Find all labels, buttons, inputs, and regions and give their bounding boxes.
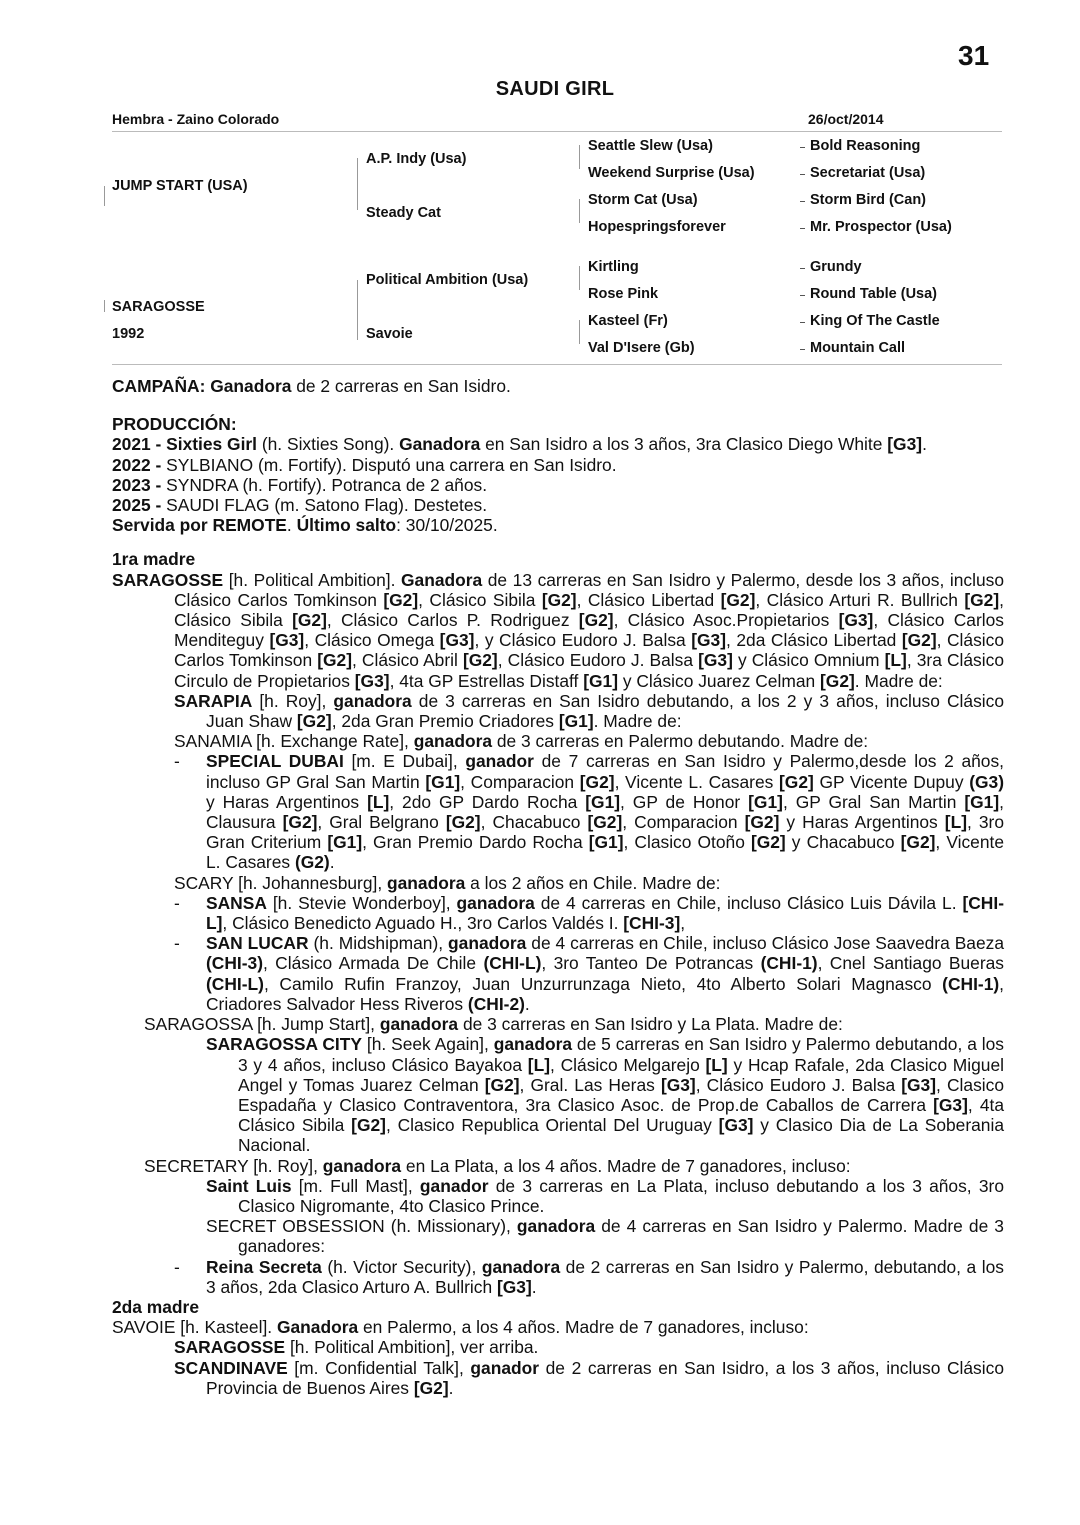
text-run: y Clásico Omnium	[732, 650, 885, 671]
bold-run: [G2]	[317, 650, 353, 671]
text-run: de 3 carreras en Palermo debutando. Madre de:	[492, 731, 869, 752]
bold-run: (CHI-3)	[206, 953, 263, 974]
bold-run: ganadora	[481, 1256, 561, 1277]
bold-run: [G2]	[779, 771, 814, 792]
bold-run: SAN LUCAR	[206, 933, 309, 954]
pedigree-g3-6: Rose Pink	[588, 286, 659, 302]
ped-bracket	[579, 320, 580, 344]
bold-run: [G1]	[425, 771, 461, 792]
bold-run: [G1]	[588, 832, 624, 853]
text-run: y Clasico Dia de La Soberania Nacional.	[238, 1115, 1005, 1156]
bold-run: [CHI-L]	[206, 892, 1004, 934]
bold-run: [G3]	[269, 630, 305, 651]
text-run: GP Vicente Dupuy	[813, 771, 970, 792]
pedigree-g4-6: Round Table (Usa)	[810, 286, 938, 302]
text-run: de 3 carreras en San Isidro debutando, a los 2 y 3 años, incluso Clásico Juan Shaw	[206, 690, 1005, 732]
bold-run: SARAGOSSE	[112, 569, 224, 590]
text-run: , Clásico Eudoro J. Balsa	[695, 1074, 902, 1095]
bold-run: SARAGOSSA CITY	[206, 1034, 362, 1055]
spacer	[112, 396, 1004, 414]
bold-run: [G3]	[887, 434, 923, 455]
bold-run: ganador	[465, 751, 534, 772]
bold-run: [G2]	[445, 812, 481, 833]
bold-run: ganadora	[333, 690, 412, 711]
ped-dash	[800, 147, 805, 148]
text-run: , 2do GP Dardo Rocha	[389, 791, 586, 812]
bold-run: [G3]	[354, 670, 390, 691]
bold-run: [L]	[527, 1054, 550, 1075]
production-year: 2021 -	[112, 434, 167, 455]
production-heading: PRODUCCIÓN:	[112, 414, 237, 435]
text-run: Servida por	[112, 515, 213, 536]
bold-run: Saint Luis	[206, 1175, 292, 1196]
pedigree-g3-2: Weekend Surprise (Usa)	[588, 165, 755, 181]
text-run: SYNDRA (h. Fortify). Potranca de 2 años.	[166, 474, 488, 495]
sex-color: Hembra - Zaino Colorado	[112, 111, 280, 127]
bold-run: [G2]	[901, 630, 937, 651]
ped-bracket	[357, 280, 358, 340]
bold-run: Reina Secreta	[206, 1256, 322, 1277]
bold-run: [G2]	[484, 1074, 520, 1095]
pedigree-g2-4: Savoie	[366, 326, 413, 342]
bold-run: ganador	[419, 1175, 489, 1196]
bold-run: [G3]	[698, 650, 733, 671]
pedigree-g4-8: Mountain Call	[810, 340, 906, 356]
production-entry	[112, 475, 1004, 495]
pedigree-g4-4: Mr. Prospector (Usa)	[810, 219, 952, 235]
bold-run: [G2]	[351, 1115, 386, 1136]
pedigree-paragraph	[112, 1156, 1004, 1176]
served-line	[112, 515, 1004, 535]
text-run: , Clásico Omega	[304, 630, 440, 651]
text-run: , 3ra Clásico Circulo de Propietarios	[174, 650, 1004, 691]
text-run: , Chacabuco	[480, 812, 588, 833]
ped-dash	[800, 349, 805, 350]
text-run: de 4 carreras en Chile, incluso Clásico Luis Dávila L.	[534, 892, 963, 913]
page-number: 31	[958, 40, 990, 71]
ped-bracket	[579, 199, 580, 223]
text-run: (h. Midshipman),	[308, 933, 449, 954]
pedigree-paragraph	[112, 691, 1004, 731]
bold-run: [G3]	[718, 1115, 754, 1136]
text-run: , Clásico Armada De Chile	[263, 953, 484, 974]
bold-run: [L]	[884, 650, 907, 671]
bold-run: [G1]	[748, 791, 783, 812]
pedigree-dam: SARAGOSSE	[112, 299, 205, 315]
text-run: [m. Full Mast],	[291, 1175, 420, 1196]
dash-bullet: -	[174, 1256, 180, 1277]
bold-run: [G1]	[558, 711, 594, 732]
bold-run: [G2]	[383, 589, 419, 610]
text-run: , Camilo Rufin Franzoy, Juan Unzurrunzaga Nieto, 4to Alberto Solari Magnasco	[263, 973, 943, 994]
text-run: en La Plata, a los 4 años. Madre de 7 ganadores, incluso:	[401, 1155, 851, 1176]
pedigree-g3-4: Hopespringsforever	[588, 219, 726, 235]
text-run: , 4ta GP Estrellas Distaff	[389, 670, 584, 691]
bold-run: [G2]	[578, 610, 614, 631]
text-run: de 3 carreras en San Isidro y La Plata. Madre de:	[458, 1014, 843, 1035]
text-run: de 2 carreras en San Isidro, a los 3 años, incluso Clásico Provincia de Buenos Aires	[206, 1357, 1004, 1398]
text-run: , Clausura	[206, 791, 1004, 833]
pedigree-paragraph	[112, 1257, 1004, 1297]
text-run: en Palermo, a los 4 años. Madre de 7 ganadores, incluso:	[358, 1317, 809, 1338]
bold-run: [G3]	[660, 1074, 696, 1095]
pedigree-paragraph	[112, 933, 1004, 1014]
ped-bracket	[579, 145, 580, 169]
pedigree-g3-1: Seattle Slew (Usa)	[588, 138, 713, 154]
text-run: de 3 carreras en La Plata, incluso debutando a los 3 años, 3ro Clasico Nigromante, 4to Clasico Prince.	[238, 1175, 1004, 1216]
text-run: . Madre de:	[593, 711, 682, 732]
text-run: , Clásico Benedicto Aguado H., 3ro Carlos Valdés I.	[222, 913, 624, 934]
bold-run: [G3]	[901, 1074, 937, 1095]
text-run: [m. Confidential Talk],	[287, 1357, 471, 1378]
pedigree-g2-1: A.P. Indy (Usa)	[366, 151, 467, 167]
text-run: [h. Roy],	[252, 690, 334, 711]
text-run: , Clásico Libertad	[576, 589, 721, 610]
text-run: [h. Seek Again],	[361, 1034, 494, 1055]
pedigree-sire: JUMP START (USA)	[112, 178, 248, 194]
pedigree-paragraph	[112, 1176, 1004, 1216]
bold-run: [G2]	[413, 1377, 449, 1398]
bold-run: [G2]	[587, 812, 623, 833]
second-dam-heading: 2da madre	[112, 1296, 199, 1317]
pedigree-paragraph	[112, 1014, 1004, 1034]
bold-run: ganadora	[387, 872, 466, 893]
pedigree-g4-3: Storm Bird (Can)	[810, 192, 926, 208]
text-run: , Criadores Salvador Hess Riveros	[206, 973, 1004, 1014]
text-run: de 7 carreras en San Isidro y Palermo,desde los 2 años, incluso GP Gral San Martin	[206, 751, 1004, 792]
production-year: 2025 -	[112, 495, 167, 516]
bold-run: [G3]	[838, 610, 874, 631]
text-run: , Gral Belgrano	[317, 812, 446, 833]
pedigree-g3-5: Kirtling	[588, 259, 639, 275]
spacer	[112, 535, 1004, 549]
text-run: , Clásico Asoc.Propietarios	[613, 610, 839, 631]
bold-run: [G2]	[744, 812, 780, 833]
pedigree-paragraph	[112, 1317, 1004, 1337]
text-run: , Comparacion	[460, 771, 580, 792]
bold-run: [G1]	[583, 670, 618, 691]
text-run: [h. Political Ambition], ver arriba.	[285, 1337, 539, 1358]
text-run: de 13 carreras en San Isidro y Palermo, desde los 3 años, incluso Clásico Carlos Tomkinson	[174, 569, 1005, 610]
bold-run: [G1]	[964, 791, 1000, 812]
bold-run: [G2]	[579, 771, 615, 792]
text-run: , Gran Premio Dardo Rocha	[362, 832, 589, 853]
text-run: , 4ta Clásico Sibila	[238, 1094, 1004, 1136]
text-run: (h. Sixties Song).	[257, 434, 400, 455]
divider-top	[112, 131, 1002, 132]
ped-bracket	[104, 186, 105, 206]
pedigree-g3-3: Storm Cat (Usa)	[588, 192, 698, 208]
bold-run: (CHI-L)	[483, 953, 542, 974]
bold-run: (CHI-L)	[206, 973, 264, 994]
ped-dash	[800, 295, 805, 296]
pedigree-paragraph	[112, 570, 1004, 691]
text-run: (h. Victor Security),	[321, 1256, 482, 1277]
text-run: , GP Gral San Martin	[782, 791, 965, 812]
dash-bullet: -	[174, 933, 180, 954]
bold-run: [G2]	[541, 589, 577, 610]
pedigree-g4-1: Bold Reasoning	[810, 138, 921, 154]
text-run: . Madre de:	[854, 670, 943, 691]
text-run: , y Clásico Eudoro J. Balsa	[474, 630, 692, 651]
pedigree-paragraph	[112, 1358, 1004, 1398]
text-run: , Clásico Eudoro J. Balsa	[497, 650, 699, 671]
pedigree-dam-year: 1992	[112, 326, 145, 342]
bold-run: [L]	[367, 791, 390, 812]
campaign-line	[112, 376, 1004, 396]
production-entry	[112, 495, 1004, 515]
pedigree-paragraph	[112, 1337, 1004, 1357]
text-run: .	[448, 1377, 454, 1398]
pedigree-paragraph	[112, 893, 1004, 933]
text-run: y Haras Argentinos	[206, 791, 368, 812]
text-run: SANAMIA [h. Exchange Rate],	[174, 731, 414, 752]
pedigree-g4-5: Grundy	[810, 259, 862, 275]
text-run: de 5 carreras en San Isidro y Palermo debutando, a los 3 y 4 años, incluso Clásico Bayakoa	[238, 1034, 1004, 1075]
bold-run: SPECIAL DUBAI	[206, 751, 344, 772]
pedigree-paragraph	[112, 751, 1004, 872]
bold-run: ganadora	[322, 1155, 402, 1176]
ped-dash	[800, 268, 805, 269]
text-run: , Clasico Otoño	[623, 832, 751, 853]
text-run: y Haras Argentinos	[779, 812, 945, 833]
bold-run: [CHI-3]	[623, 913, 681, 934]
bold-run: [G2]	[900, 832, 936, 853]
text-run: , Gral. Las Heras	[519, 1074, 661, 1095]
ped-dash	[800, 174, 805, 175]
pedigree-g4-7: King Of The Castle	[810, 313, 940, 329]
text-run: SYLBIANO (m. Fortify). Disputó una carrera en San Isidro.	[166, 454, 617, 475]
pedigree-g4-2: Secretariat (Usa)	[810, 165, 926, 181]
text-run: y Clásico Juarez Celman	[618, 670, 820, 691]
bold-run: [L]	[705, 1054, 728, 1075]
divider-bottom	[112, 364, 1002, 365]
bold-run: (G2)	[294, 852, 330, 873]
text-run: SAVOIE [h. Kasteel].	[112, 1317, 277, 1338]
bold-run: ganadora	[379, 1014, 459, 1035]
bold-run: [G1]	[585, 791, 621, 812]
bold-run: ganadora	[456, 892, 535, 913]
first-dam-heading: 1ra madre	[112, 549, 196, 570]
text-run: , Clasico Republica Oriental Del Uruguay	[385, 1115, 719, 1136]
bold-run: ganadora	[493, 1034, 573, 1055]
text-run: SAUDI FLAG (m. Satono Flag). Destetes.	[166, 495, 488, 516]
text-run: .	[524, 993, 530, 1014]
text-run: .	[329, 852, 335, 873]
text-run: , Vicente L. Casares	[614, 771, 779, 792]
bold-run: Ganadora	[399, 434, 481, 455]
text-run: y Chacabuco	[785, 832, 901, 853]
bold-run: [L]	[944, 812, 968, 833]
text-run: [h. Political Ambition].	[223, 569, 402, 590]
bold-run: SCANDINAVE	[174, 1357, 288, 1378]
production-list	[112, 434, 1004, 515]
catalog-text	[112, 376, 1004, 1398]
campaign-detail: de 2 carreras en San Isidro.	[291, 376, 511, 396]
bold-run: ganadora	[448, 933, 527, 954]
bold-run: (G3)	[969, 771, 1005, 792]
text-run: SECRETARY [h. Roy],	[144, 1155, 323, 1176]
bold-run: Ganadora	[401, 569, 483, 590]
bold-run: SANSA	[206, 892, 267, 913]
ped-dash	[800, 322, 805, 323]
bold-run: [G2]	[820, 670, 855, 691]
campaign-label: CAMPAÑA:	[112, 376, 206, 396]
text-run: y Hcap Rafale, 2da Clasico Miguel Angel y Tomas Juarez Celman	[238, 1054, 1004, 1095]
text-run: SARAGOSSA [h. Jump Start],	[144, 1014, 380, 1035]
ped-bracket	[579, 266, 580, 290]
text-run: , 3ro Gran Criterium	[206, 812, 1005, 853]
text-run: .	[922, 434, 927, 455]
bold-run: SARAPIA	[174, 690, 253, 711]
bold-run: [G2]	[282, 812, 318, 833]
text-run: en San Isidro a los 3 años, 3ra Clasico Diego White	[480, 434, 888, 455]
campaign-result: Ganadora	[210, 376, 292, 396]
bold-run: [G2]	[296, 711, 332, 732]
text-run: de 4 carreras en San Isidro y Palermo. Madre de 3 ganadores:	[238, 1216, 1004, 1257]
text-run: SECRET OBSESSION (h. Missionary),	[206, 1216, 517, 1237]
pedigree-g3-7: Kasteel (Fr)	[588, 313, 668, 329]
ped-dash	[800, 228, 805, 229]
pedigree-g3-8: Val D'Isere (Gb)	[588, 340, 695, 356]
text-run: SCARY [h. Johannesburg],	[174, 872, 388, 893]
production-entry	[112, 434, 1004, 454]
ped-bracket	[104, 300, 105, 312]
text-run: , Clásico Abril	[352, 650, 463, 671]
bold-run: ganadora	[516, 1216, 596, 1237]
text-run: , Clásico Carlos Menditeguy	[174, 610, 1004, 651]
text-run: , Clásico Sibila	[418, 589, 542, 610]
text-run: a los 2 años en Chile. Madre de:	[465, 872, 721, 893]
text-run: [m. E Dubai],	[343, 751, 466, 772]
pedigree-paragraph	[112, 1216, 1004, 1256]
text-run: , 2da Clásico Libertad	[726, 630, 902, 651]
pedigree-g2-3: Political Ambition (Usa)	[366, 272, 529, 288]
text-run: : 30/10/2025.	[396, 515, 498, 536]
dash-bullet: -	[174, 751, 180, 772]
bold-run: (CHI-1)	[942, 973, 1000, 994]
bold-run: (CHI-1)	[760, 953, 818, 974]
bold-run: ganador	[470, 1357, 540, 1378]
bold-run: REMOTE	[212, 515, 287, 536]
production-year: 2023 -	[112, 474, 167, 495]
text-run: , 2da Gran Premio Criadores	[331, 711, 559, 732]
bold-run: [G2]	[292, 610, 327, 631]
bold-run: [G3]	[496, 1276, 532, 1297]
pedigree-g2-2: Steady Cat	[366, 205, 441, 221]
bold-run: [G3]	[691, 630, 727, 651]
text-run: , Clásico Melgarejo	[550, 1054, 706, 1075]
pedigree-paragraph	[112, 731, 1004, 751]
text-run: , Clásico Sibila	[174, 589, 1004, 631]
bold-run: [G2]	[462, 650, 498, 671]
second-dam-list	[112, 1317, 1004, 1398]
text-run: , 3ro Tanteo De Potrancas	[541, 953, 761, 974]
text-run: , Cnel Santiago Bueras	[817, 953, 1004, 974]
bold-run: Ganadora	[276, 1317, 359, 1338]
bold-run: [G1]	[327, 832, 363, 853]
horse-name: SAUDI GIRL	[495, 78, 615, 100]
text-run: ,	[680, 913, 686, 934]
pedigree-paragraph	[112, 1034, 1004, 1155]
ped-bracket	[357, 158, 358, 210]
pedigree-paragraph	[112, 873, 1004, 893]
text-run: , Clásico Carlos Tomkinson	[174, 630, 1004, 671]
text-run: , Comparacion	[622, 812, 745, 833]
ped-dash	[800, 201, 805, 202]
text-run: , Vicente L. Casares	[206, 832, 1005, 873]
text-run: de 2 carreras en San Isidro y Palermo, debutando, a los 3 años, 2da Clasico Arturo A. Bullrich	[206, 1256, 1004, 1297]
text-run: , Clásico Arturi R. Bullrich	[755, 589, 965, 610]
text-run: .	[286, 515, 297, 536]
bold-run: [G2]	[750, 832, 786, 853]
text-run: de 4 carreras en Chile, incluso Clásico Jose Saavedra Baeza	[526, 933, 1005, 954]
bold-run: [G3]	[439, 630, 475, 651]
production-entry	[112, 455, 1004, 475]
text-run: , Clásico Carlos P. Rodriguez	[326, 610, 579, 631]
text-run: , Clasico Espadaña y Clasico Contraventora, 3ra Clasico Asoc. de Prop.de Caballos de Carrera	[238, 1074, 1004, 1115]
bold-run: ganadora	[413, 731, 493, 752]
text-run: [h. Stevie Wonderboy],	[266, 892, 457, 913]
first-dam-list	[112, 570, 1004, 1297]
text-run: .	[531, 1276, 537, 1297]
bold-run: [G2]	[720, 589, 756, 610]
birth-date: 26/oct/2014	[808, 111, 884, 127]
bold-run: [G2]	[964, 589, 1000, 610]
bold-run: [G3]	[933, 1094, 968, 1115]
production-year: 2022 -	[112, 454, 167, 475]
bold-run: Último salto	[296, 515, 397, 536]
bold-run: (CHI-2)	[467, 993, 525, 1014]
bold-run: SARAGOSSE	[174, 1337, 286, 1358]
dash-bullet: -	[174, 892, 180, 913]
bold-run: Sixties Girl	[166, 434, 258, 455]
text-run: , GP de Honor	[620, 791, 749, 812]
